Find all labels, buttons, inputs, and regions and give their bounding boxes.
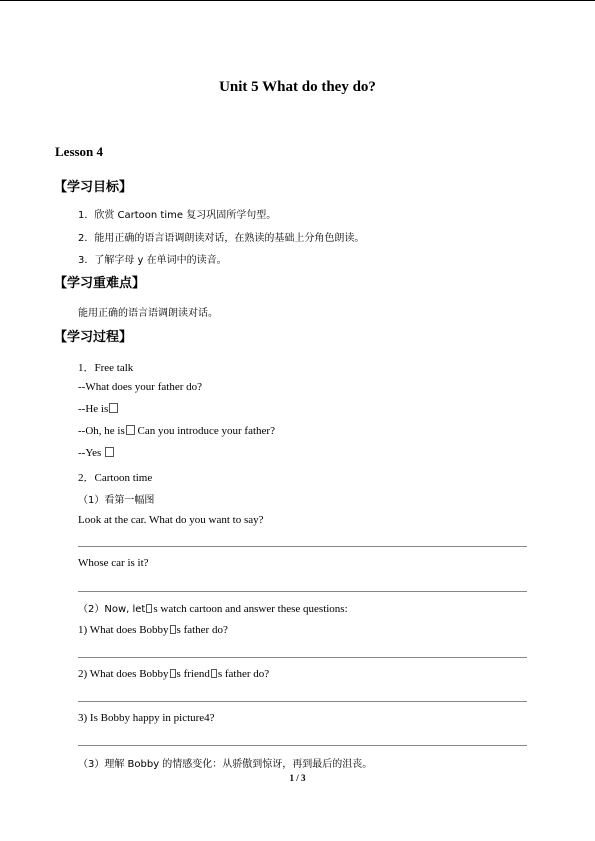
whose-car-prompt: Whose car is it?: [78, 557, 149, 569]
question-3: 3) Is Bobby happy in picture4?: [78, 712, 215, 724]
answer-line-5: [78, 745, 527, 746]
step2-instruction: （2）Now, let s watch cartoon and answer these questions:: [78, 603, 348, 615]
apostrophe-box: [170, 669, 176, 678]
key-points-text: 能用正确的语言语调朗读对话。: [78, 308, 218, 319]
dialogue-a1: --He is: [78, 403, 118, 415]
dialogue-q1: --What does your father do?: [78, 381, 203, 393]
page-number: 1 / 3: [289, 773, 306, 783]
process-heading: 【学习过程】: [54, 330, 133, 345]
step3-instruction: （3）理解 Bobby 的情感变化：从骄傲到惊讶，再到最后的沮丧。: [78, 759, 373, 770]
goal-item-2: 2．能用正确的语言语调朗读对话，在熟读的基础上分角色朗读。: [78, 233, 365, 244]
answer-line-2: [78, 591, 527, 592]
look-car-prompt: Look at the car. What do you want to say?: [78, 514, 264, 526]
cartoon-time-label: 2．Cartoon time: [78, 472, 153, 484]
key-points-heading: 【学习重难点】: [54, 276, 146, 291]
free-talk-label: 1．Free talk: [78, 362, 134, 374]
answer-line-3: [78, 657, 527, 658]
document-title: Unit 5 What do they do?: [219, 79, 376, 95]
answer-line-4: [78, 701, 527, 702]
question-2: 2) What does Bobby s friend s father do?: [78, 668, 270, 680]
lesson-label: Lesson 4: [55, 144, 104, 159]
blank-box: [105, 447, 114, 457]
answer-line-1: [78, 546, 527, 547]
blank-box: [109, 403, 118, 413]
apostrophe-box: [170, 625, 176, 634]
page-top-border: [0, 0, 595, 1]
goals-heading: 【学习目标】: [54, 180, 133, 195]
step1-label: （1）看第一幅图: [78, 495, 155, 506]
blank-box: [126, 425, 135, 435]
dialogue-a2: --Yes: [78, 447, 114, 459]
goal-item-1: 1．欣赏 Cartoon time 复习巩固所学句型。: [78, 210, 277, 221]
apostrophe-box: [211, 669, 217, 678]
dialogue-q2: --Oh, he is Can you introduce your father?: [78, 425, 275, 437]
question-1: 1) What does Bobby s father do?: [78, 624, 228, 636]
apostrophe-box: [146, 604, 152, 613]
goal-item-3: 3．了解字母 y 在单词中的读音。: [78, 255, 227, 266]
